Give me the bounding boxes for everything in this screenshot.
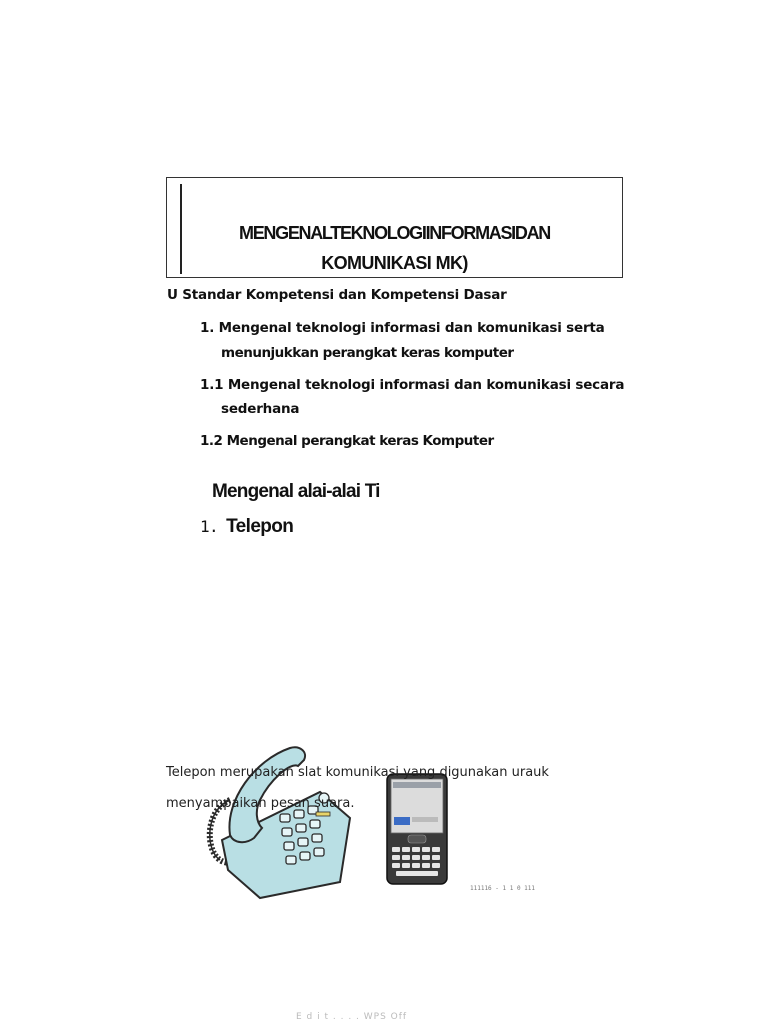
- numbered-heading-number: 1.: [200, 517, 219, 536]
- competency-item-2-line-1: 1.1 Mengenal teknologi informasi dan komunikasi secara: [200, 377, 625, 393]
- competency-item-1-line-2: menunjukkan perangkat keras komputer: [221, 345, 514, 361]
- mobile-phone-icon: [386, 773, 448, 885]
- footer-watermark: E d i t . . . . WPS Off: [296, 1012, 408, 1022]
- title-line-1: MENGENALTEKNOLOGIINFORMASIDAN: [239, 223, 550, 243]
- title-box: [166, 177, 623, 278]
- subheading: Mengenal alai-alai Ti: [212, 481, 380, 502]
- title-line-2: KOMUNIKASI MK): [321, 253, 468, 273]
- numbered-heading: [200, 516, 293, 538]
- desk-telephone-icon: [200, 740, 360, 900]
- section-heading: U Standar Kompetensi dan Kompetensi Dasar: [167, 287, 507, 303]
- competency-item-2-line-2: sederhana: [221, 401, 300, 417]
- competency-item-3: 1.2 Mengenal perangkat keras Komputer: [200, 433, 494, 449]
- numbered-heading-label: Telepon: [226, 516, 294, 537]
- body-text-line-2: menyampaikan pesan suara.: [166, 796, 355, 811]
- body-text-line-1: Telepon merupakan slat komunikasi yang digunakan urauk: [166, 765, 549, 780]
- competency-item-1-line-1: 1. Mengenal teknologi informasi dan komunikasi serta: [200, 320, 605, 336]
- image-caption: 111116 - 1 1 0 111: [470, 885, 536, 892]
